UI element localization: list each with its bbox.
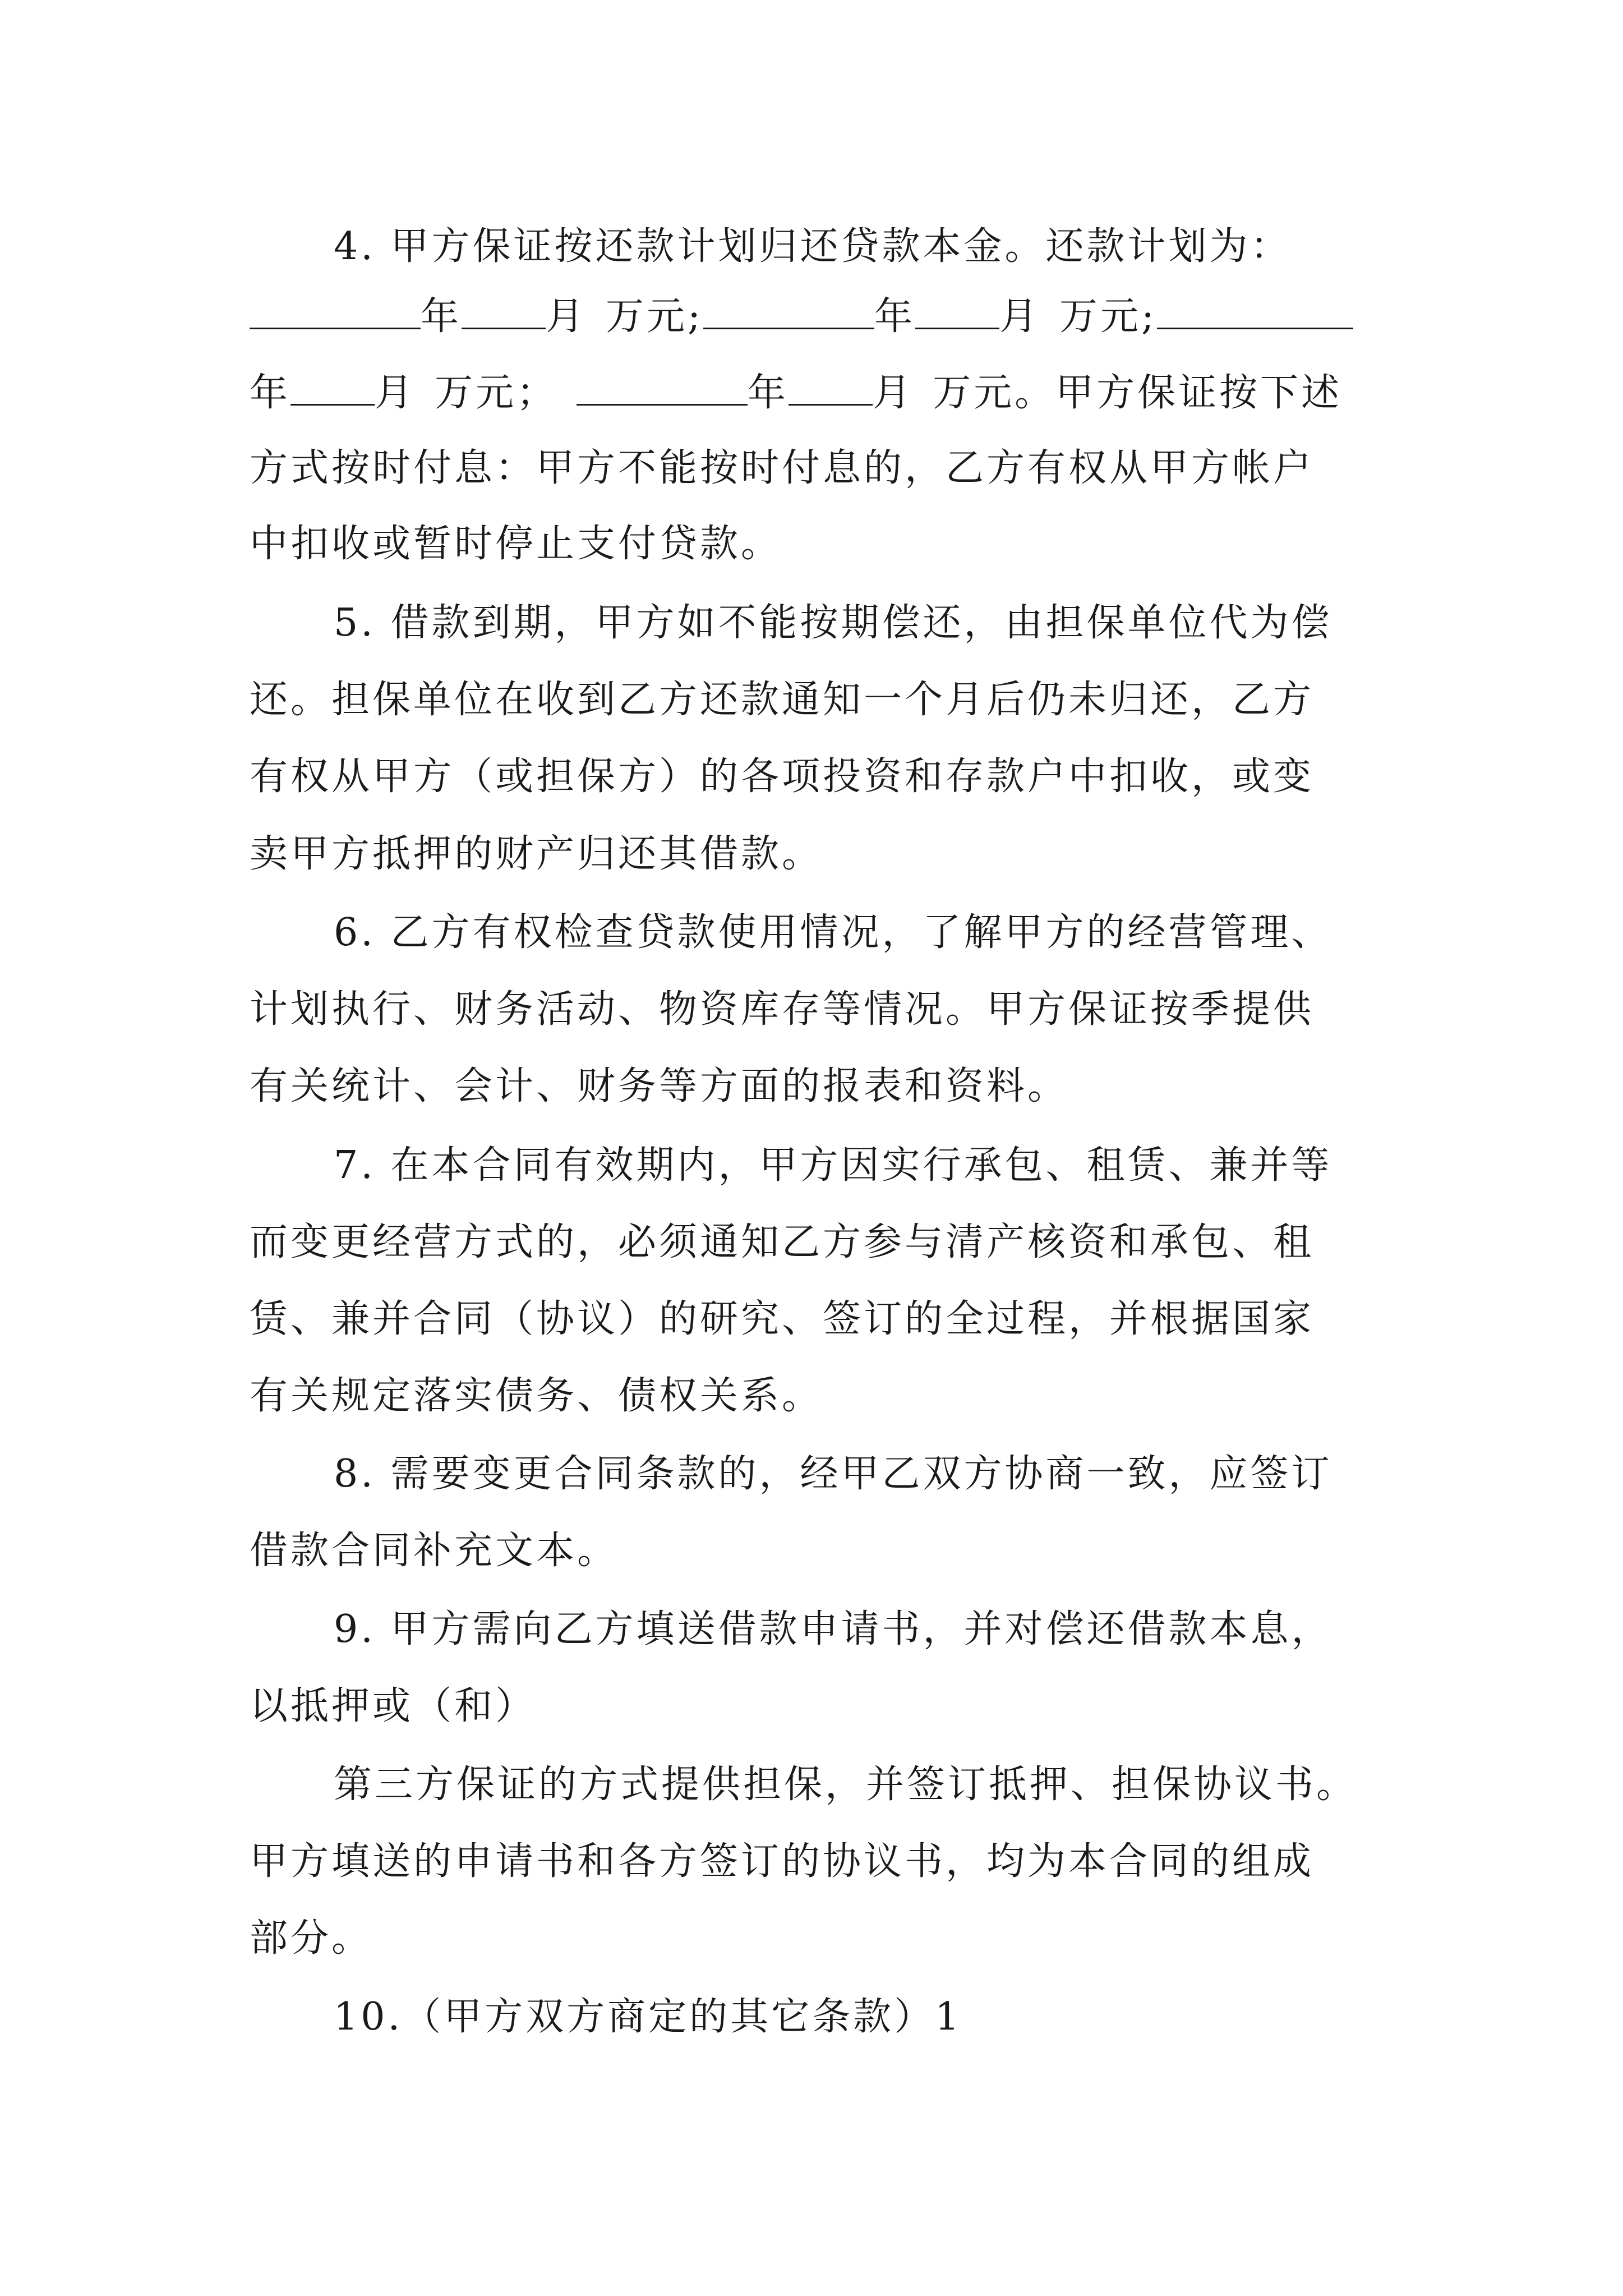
amount-unit: 万元; bbox=[606, 295, 703, 339]
clause-7-line-1: 7. 在本合同有效期内，甲方因实行承包、租赁、兼并等 bbox=[334, 1143, 1332, 1188]
clause-5-line-3: 有权从甲方（或担保方）的各项投资和存款户中扣收，或变 bbox=[250, 754, 1315, 799]
amount-unit: 万元; bbox=[1059, 295, 1157, 339]
clause-9-line-5: 部分。 bbox=[250, 1916, 373, 1961]
year-blank[interactable] bbox=[250, 294, 421, 329]
clause-9-line-2: 以抵押或（和） bbox=[250, 1684, 537, 1728]
year-blank[interactable] bbox=[1157, 294, 1353, 329]
clause-5-line-1: 5. 借款到期，甲方如不能按期偿还，由担保单位代为偿 bbox=[334, 601, 1332, 645]
clause-4-interest-text: 万元。甲方保证按下述 bbox=[933, 371, 1343, 415]
clause-8-line-1: 8. 需要变更合同条款的，经甲乙双方协商一致，应签订 bbox=[334, 1452, 1332, 1496]
month-label: 月 bbox=[999, 295, 1040, 339]
clause-5-line-4: 卖甲方抵押的财产归还其借款。 bbox=[250, 832, 823, 876]
clause-7-line-2: 而变更经营方式的，必须通知乙方参与清产核资和承包、租 bbox=[250, 1220, 1315, 1264]
month-blank[interactable] bbox=[789, 370, 873, 406]
year-label: 年 bbox=[874, 295, 915, 339]
amount-unit: 万元； bbox=[435, 371, 558, 415]
clause-7-line-4: 有关规定落实债务、债权关系。 bbox=[250, 1374, 823, 1418]
clause-5-line-2: 还。担保单位在收到乙方还款通知一个月后仍未归还，乙方 bbox=[250, 678, 1315, 722]
year-label: 年 bbox=[250, 371, 291, 415]
clause-4-repayment-schedule-line-1 bbox=[250, 292, 1388, 342]
clause-4-line-5: 中扣收或暂时停止支付贷款。 bbox=[250, 522, 782, 566]
month-label: 月 bbox=[546, 295, 587, 339]
month-label: 月 bbox=[375, 371, 416, 415]
clause-8-line-2: 借款合同补充文本。 bbox=[250, 1529, 619, 1573]
year-label: 年 bbox=[748, 371, 789, 415]
clause-4-line-1: 4. 甲方保证按还款计划归还贷款本金。还款计划为： bbox=[334, 224, 1292, 269]
clause-9-line-4: 甲方填送的申请书和各方签订的协议书，均为本合同的组成 bbox=[250, 1839, 1315, 1884]
month-label: 月 bbox=[873, 371, 914, 415]
month-blank[interactable] bbox=[915, 294, 999, 329]
clause-10-line-1: 10.（甲方双方商定的其它条款）1 bbox=[334, 1995, 962, 2039]
month-blank[interactable] bbox=[462, 294, 546, 329]
clause-6-line-2: 计划执行、财务活动、物资库存等情况。甲方保证按季提供 bbox=[250, 987, 1315, 1032]
clause-9-line-1: 9. 甲方需向乙方填送借款申请书，并对偿还借款本息， bbox=[334, 1607, 1332, 1651]
clause-9-line-3: 第三方保证的方式提供担保，并签订抵押、担保协议书。 bbox=[334, 1763, 1358, 1807]
month-blank[interactable] bbox=[291, 370, 375, 406]
clause-7-line-3: 赁、兼并合同（协议）的研究、签订的全过程，并根据国家 bbox=[250, 1297, 1315, 1341]
clause-4-line-4: 方式按时付息：甲方不能按时付息的，乙方有权从甲方帐户 bbox=[250, 446, 1315, 490]
clause-6-line-3: 有关统计、会计、财务等方面的报表和资料。 bbox=[250, 1064, 1069, 1108]
year-blank[interactable] bbox=[577, 370, 748, 406]
clause-4-repayment-schedule-line-2 bbox=[250, 368, 1388, 418]
year-label: 年 bbox=[421, 295, 462, 339]
year-blank[interactable] bbox=[703, 294, 874, 329]
clause-6-line-1: 6. 乙方有权检查贷款使用情况，了解甲方的经营管理、 bbox=[334, 910, 1332, 955]
